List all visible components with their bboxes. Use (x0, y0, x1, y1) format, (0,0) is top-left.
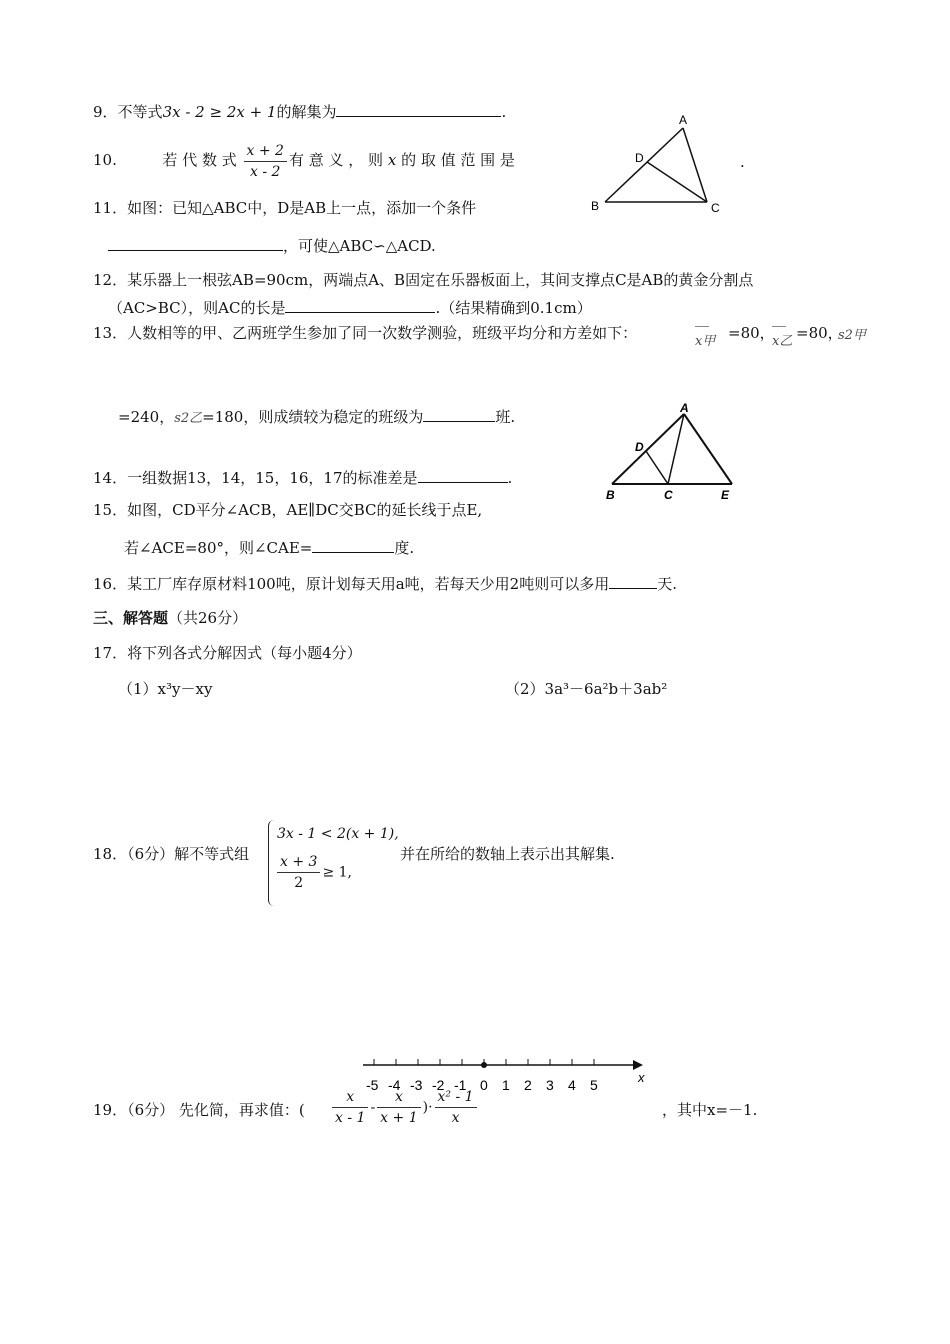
q19-expression (330, 1087, 479, 1128)
question-14 (93, 466, 512, 488)
triangle-figure-abe (600, 400, 750, 505)
q16-text: 16．某工厂库存原材料100吨，原计划每天用a吨，若每天少用2吨则可以多用 (93, 575, 610, 593)
q13-answer-blank[interactable] (423, 405, 495, 422)
number-line-label: -1 (454, 1077, 467, 1093)
question-12-line2 (108, 296, 592, 318)
number-line-label: 5 (590, 1077, 598, 1093)
q12-line1: 12．某乐器上一根弦AB=90cm，两端点A、B固定在乐器板面上，其间支撑点C是AB的黄金分割点 (93, 271, 754, 289)
q19-close: )· (422, 1099, 433, 1116)
q10-number: 10. (93, 151, 117, 169)
q13-xyi: x乙 (772, 326, 792, 352)
q10-fraction (244, 141, 287, 182)
q19-minus: - (370, 1099, 376, 1116)
question-11-line2 (108, 234, 436, 256)
q15-answer-blank[interactable] (312, 536, 394, 553)
q18-tail: 并在所给的数轴上表示出其解集. (400, 845, 615, 863)
q17-part1: （1）x³y－xy (118, 680, 213, 698)
q9-text: 不等式 (117, 103, 163, 121)
q13-xbar-jia (695, 326, 715, 352)
q9-answer-blank[interactable] (336, 100, 501, 117)
q10-tail2: 的 取 值 范 围 是 (401, 151, 515, 169)
q9-expr: 3x - 2 ≥ 2x + 1 (162, 103, 277, 121)
q19-f1-numerator: x (332, 1087, 368, 1108)
fig2-label-c: C (664, 488, 673, 502)
q19-fraction-2 (377, 1087, 420, 1128)
q17-text: 17．将下列各式分解因式（每小题4分） (93, 644, 362, 662)
fig1-label-d: D (635, 151, 644, 165)
number-line-axis-label: x (638, 1070, 645, 1085)
fig2-label-d: D (635, 440, 644, 454)
fig2-label-b: B (606, 488, 615, 502)
number-line-label: 4 (568, 1077, 576, 1093)
section-3-title: 三、解答题 (93, 609, 169, 627)
q11-line2: ，可使△ABC∽△ACD. (283, 237, 436, 255)
fig2-segment-dc (646, 451, 668, 484)
q16-end: 天. (657, 575, 677, 593)
number-line-label: 1 (502, 1077, 510, 1093)
q13-line2c: 班. (495, 408, 516, 426)
q19-f2-numerator: x (377, 1087, 420, 1108)
number-line-label: -2 (432, 1077, 445, 1093)
section-3-heading (93, 608, 247, 628)
q19-fraction-3 (435, 1087, 477, 1128)
q18-ineq2-numerator: x + 3 (277, 852, 320, 873)
question-10 (93, 140, 515, 182)
q15-line2a: 若∠ACE=80°，则∠CAE= (124, 539, 313, 557)
number-line-arrow (633, 1060, 643, 1070)
q19-f3-numerator: x² - 1 (435, 1087, 477, 1108)
question-9 (93, 100, 506, 122)
fig2-side-ae (684, 414, 732, 484)
fig1-side-ba (605, 128, 683, 202)
q11-answer-blank[interactable] (108, 234, 283, 251)
q14-text: 14．一组数据13，14，15，16，17的标准差是 (93, 469, 418, 487)
q19-f3-denominator: x (451, 1110, 460, 1126)
fig2-side-ba (612, 414, 684, 484)
q12-answer-blank[interactable] (285, 296, 435, 313)
fig2-label-a: A (680, 401, 689, 415)
q13-line2b: =180，则成绩较为稳定的班级为 (202, 408, 424, 426)
fig1-label-c: C (711, 201, 720, 215)
fig1-label-a: A (679, 113, 688, 127)
q9-number: 9． (93, 103, 118, 121)
q13-v2: =80， (796, 324, 843, 342)
section-3-note: （共26分） (168, 609, 248, 627)
q13-line2a: =240， (118, 408, 175, 426)
number-line-origin-dot (481, 1062, 487, 1068)
number-line-label: -4 (388, 1077, 401, 1093)
fig2-segment-ac (668, 414, 684, 484)
q18-ineq2 (275, 852, 352, 893)
q11-line1: 11．如图：已知△ABC中，D是AB上一点，添加一个条件 (93, 199, 477, 217)
q15-line2b: 度. (394, 539, 415, 557)
fig2-label-e: E (721, 488, 730, 502)
q13-xjia: x甲 (695, 326, 715, 352)
q10-text: 若 代 数 式 (162, 151, 237, 169)
q18-ineq2-denominator: 2 (294, 875, 304, 891)
q10-fraction-denominator: x - 2 (250, 163, 281, 180)
fig1-segment-dc (647, 162, 707, 202)
q18-ineq2-fraction (277, 852, 320, 893)
q10-var: x (387, 151, 397, 169)
q13-sjia: s2甲 (838, 328, 866, 343)
number-line-label: 2 (524, 1077, 532, 1093)
q9-end: . (501, 103, 507, 121)
q19-fraction-1 (332, 1087, 368, 1128)
question-15-line2 (124, 536, 414, 558)
q14-end: . (507, 469, 513, 487)
q16-answer-blank[interactable] (609, 572, 657, 589)
q19-tail: ，其中x=－1. (662, 1101, 758, 1119)
q18-ineq1: 3x - 1 < 2(x + 1), (277, 826, 399, 842)
number-line-label: -3 (410, 1077, 423, 1093)
question-13-line2 (118, 405, 515, 429)
q12-line2b: .（结果精确到0.1cm） (435, 299, 592, 317)
q18-ineq2-tail: ≥ 1, (322, 864, 352, 881)
q13-xbar-yi (772, 326, 792, 352)
q10-fraction-numerator: x + 2 (244, 141, 287, 162)
question-16 (93, 572, 677, 594)
q13-syi: s2乙 (174, 411, 203, 426)
triangle-figure-abc (585, 110, 725, 220)
q13-v1: =80， (728, 324, 775, 342)
number-line-label: 0 (480, 1077, 488, 1093)
q18-lead: 18．（6分）解不等式组 (93, 845, 250, 863)
q19-f1-denominator: x - 1 (335, 1110, 366, 1126)
number-line-label: 3 (546, 1077, 554, 1093)
q13-line1: 13．人数相等的甲、乙两班学生参加了同一次数学测验，班级平均分和方差如下： (93, 324, 638, 342)
q9-tail: 的解集为 (276, 103, 337, 121)
q14-answer-blank[interactable] (418, 466, 508, 483)
q19-lead: 19．（6分） 先化简，再求值：( (93, 1101, 305, 1119)
fig1-side-ac (683, 128, 707, 202)
q10-end: . (740, 153, 745, 171)
q10-tail: 有 意 义 ， 则 (288, 151, 384, 169)
q12-line2a: （AC>BC），则AC的长是 (108, 299, 286, 317)
number-line-label: -5 (366, 1077, 379, 1093)
fig1-label-b: B (591, 199, 600, 213)
q17-part2: （2）3a³－6a²b＋3ab² (505, 680, 668, 698)
q19-f2-denominator: x + 1 (380, 1110, 418, 1126)
q15-line1: 15．如图，CD平分∠ACB，AE∥DC交BC的延长线于点E, (93, 501, 483, 519)
